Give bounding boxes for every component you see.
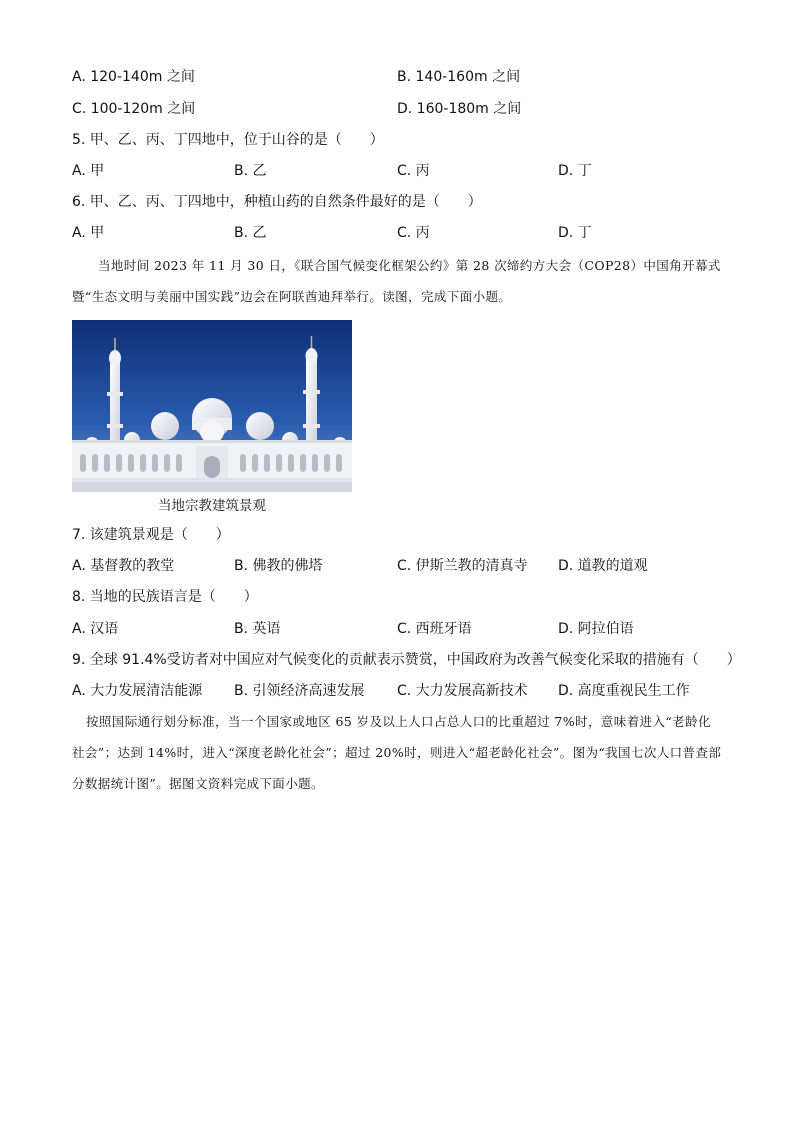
q4-option-c: C. 100-120m 之间 <box>72 101 196 117</box>
question-9-stem: 9. 全球 91.4%受访者对中国应对气候变化的贡献表示赞赏，中国政府为改善气候变化采取的措施有（ ） <box>72 652 741 668</box>
question-5-stem: 5. 甲、乙、丙、丁四地中，位于山谷的是（ ） <box>72 132 384 148</box>
q5-option-b: B. 乙 <box>234 163 267 179</box>
passage-aging-text: 按照国际通行划分标准，当一个国家或地区 65 岁及以上人口占总人口的比重超过 7%时，意味着进入“老龄化社会”；达到 14%时，进入“深度老龄化社会”；超过 20%时，则进入“超老龄化社会”。图为“我国七次人口普查部分数据统计图”。据图文资料完成下面小题。 <box>72 714 722 791</box>
q8-option-b: B. 英语 <box>234 621 281 637</box>
passage-cop28-text: 当地时间 2023 年 11 月 30 日，《联合国气候变化框架公约》第 28 次缔约方大会（COP28）中国角开幕式暨“生态文明与美丽中国实践”边会在阿联酋迪拜举行。读图，完成下面小题。 <box>72 258 721 304</box>
q7-option-b: B. 佛教的佛塔 <box>234 558 323 574</box>
question-7-stem: 7. 该建筑景观是（ ） <box>72 527 230 543</box>
q5-option-c: C. 丙 <box>397 163 430 179</box>
q6-option-b: B. 乙 <box>234 225 267 241</box>
mosque-photo <box>72 320 352 492</box>
q7-option-c: C. 伊斯兰教的清真寺 <box>397 558 528 574</box>
q5-option-a: A. 甲 <box>72 163 105 179</box>
q8-option-d: D. 阿拉伯语 <box>558 621 634 637</box>
passage-cop28 <box>72 250 722 312</box>
q9-option-c: C. 大力发展高新技术 <box>397 683 528 699</box>
q9-option-b: B. 引领经济高速发展 <box>234 683 365 699</box>
q4-option-b: B. 140-160m 之间 <box>397 69 521 85</box>
q9-option-a: A. 大力发展清洁能源 <box>72 683 203 699</box>
figure-caption: 当地宗教建筑景观 <box>158 498 266 514</box>
q4-option-d: D. 160-180m 之间 <box>397 101 522 117</box>
q8-option-a: A. 汉语 <box>72 621 119 637</box>
passage-aging <box>72 706 722 799</box>
q5-option-d: D. 丁 <box>558 163 592 179</box>
q7-option-a: A. 基督教的教堂 <box>72 558 175 574</box>
q9-option-d: D. 高度重视民生工作 <box>558 683 690 699</box>
question-8-stem: 8. 当地的民族语言是（ ） <box>72 589 258 605</box>
q6-option-a: A. 甲 <box>72 225 105 241</box>
q4-option-a: A. 120-140m 之间 <box>72 69 195 85</box>
q8-option-c: C. 西班牙语 <box>397 621 472 637</box>
q6-option-d: D. 丁 <box>558 225 592 241</box>
q7-option-d: D. 道教的道观 <box>558 558 648 574</box>
q6-option-c: C. 丙 <box>397 225 430 241</box>
question-6-stem: 6. 甲、乙、丙、丁四地中，种植山药的自然条件最好的是（ ） <box>72 194 482 210</box>
